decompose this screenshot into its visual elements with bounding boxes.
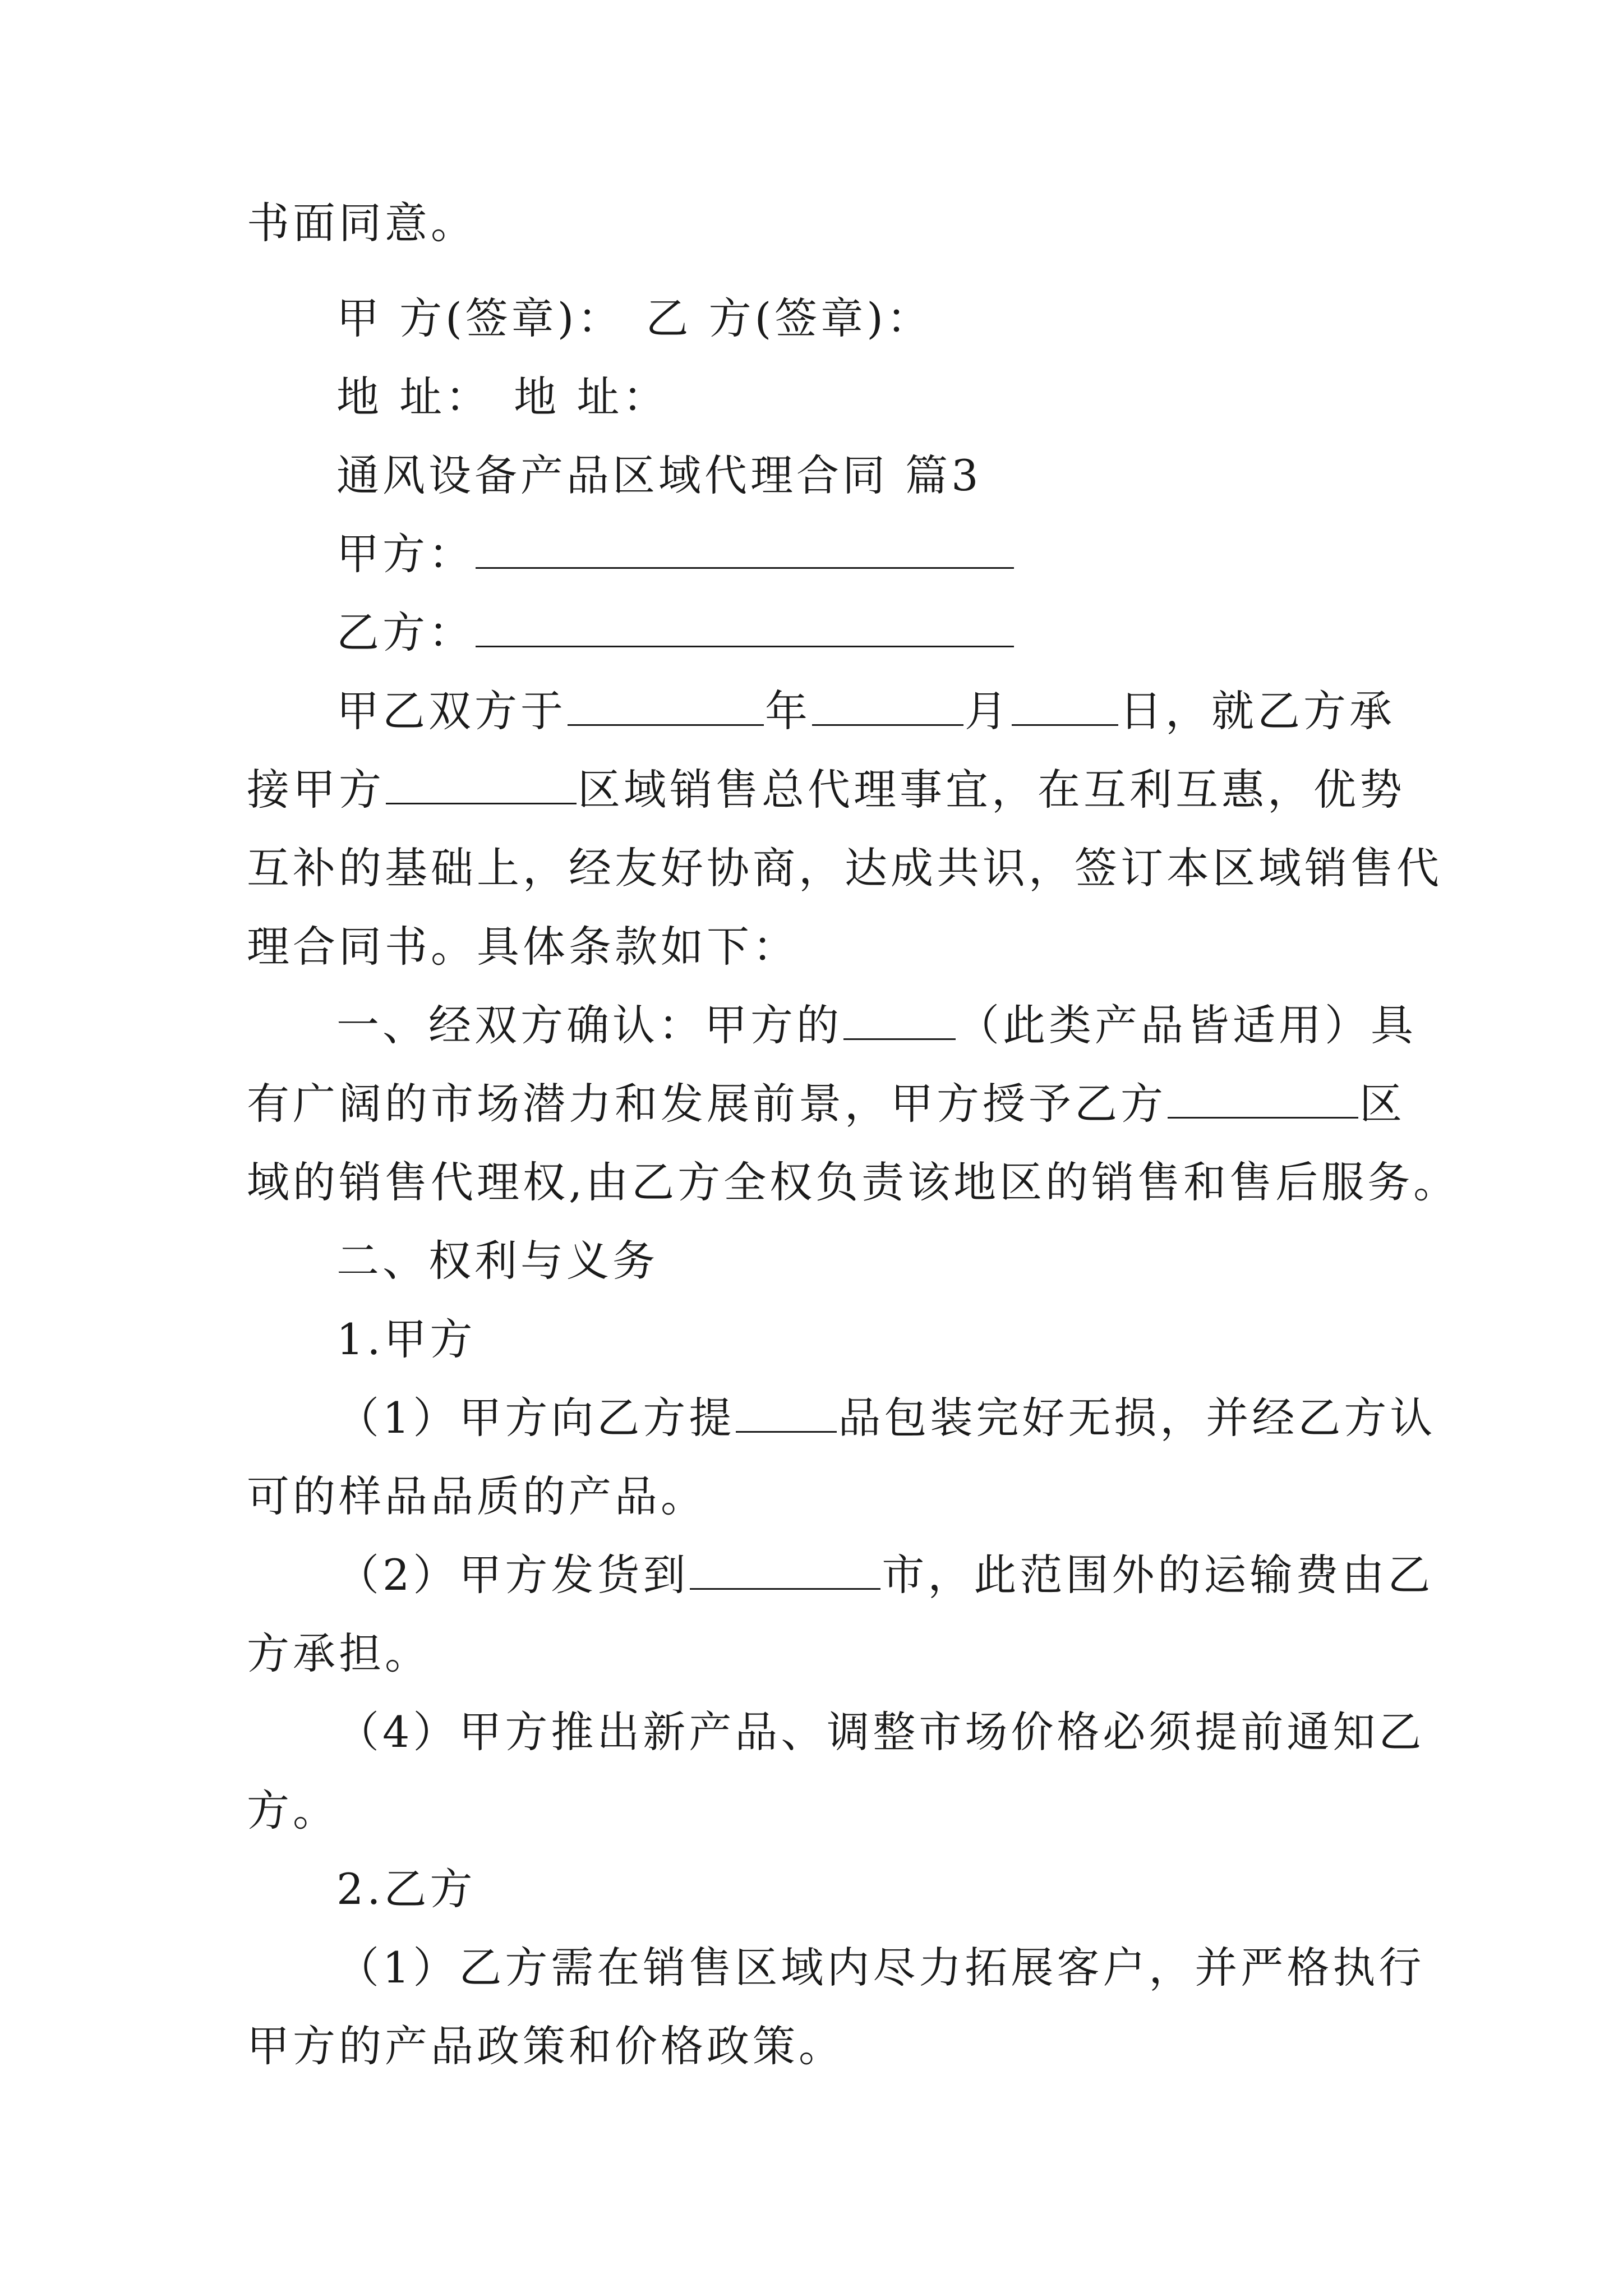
text: （1）乙方需在销售区域内尽力拓展客户，并严格执行: [336, 1943, 1425, 1993]
text: 甲乙双方于: [336, 686, 566, 736]
paragraph-line: [247, 1154, 1459, 1211]
paragraph-line: [247, 919, 799, 975]
paragraph-line: [247, 1626, 431, 1682]
region-blank[interactable]: [386, 763, 577, 804]
text: 方。: [247, 1786, 339, 1835]
paragraph-line: [336, 1390, 1436, 1446]
party-b-subheading: 2.乙方: [336, 1864, 476, 1914]
text: 品包装完好无损，并经乙方认: [838, 1393, 1436, 1443]
party-a-line: [336, 526, 1015, 582]
paragraph-line: [247, 2018, 845, 2074]
text: （2）甲方发货到: [336, 1550, 689, 1600]
text: 日，就乙方承: [1119, 686, 1395, 736]
paragraph-line: [247, 1783, 339, 1839]
text: 年: [765, 686, 811, 736]
party-a-label: 甲方：: [336, 529, 474, 579]
text: 理合同书。具体条款如下：: [247, 922, 799, 972]
text: 区: [1359, 1079, 1405, 1129]
address-line: [336, 369, 668, 425]
party-b-label: 乙方：: [336, 608, 474, 657]
text: 互补的基础上，经友好协商，达成共识，签订本区域销售代: [247, 843, 1442, 893]
text: 接甲方: [247, 765, 385, 815]
text: 区域销售总代理事宜，在互利互惠，优势: [578, 765, 1405, 815]
contract-title: 通风设备产品区域代理合同 篇3: [336, 450, 982, 500]
month-blank[interactable]: [812, 685, 963, 726]
party-b-blank[interactable]: [476, 606, 1014, 647]
paragraph-line: [247, 1469, 707, 1525]
paragraph-line: [336, 1940, 1424, 1996]
paragraph-line: [247, 840, 1442, 896]
text: （此类产品皆适用）具: [957, 1000, 1417, 1050]
text: 一、经双方确认：甲方的: [336, 1000, 842, 1050]
party-a-address-label: 地 址：: [336, 372, 492, 422]
paragraph-line: [336, 1704, 1424, 1760]
party-b-signature-label: 乙 方(签章)：: [645, 293, 933, 343]
text: 甲方的产品政策和价格政策。: [247, 2021, 845, 2071]
paragraph-line: [247, 762, 1405, 818]
signature-line-party-a-b: [336, 291, 933, 347]
paragraph-line: [247, 195, 477, 251]
rights-obligations-heading: 二、权利与义务: [336, 1236, 658, 1286]
subheading: [336, 1861, 476, 1917]
party-a-signature-label: 甲 方(签章)：: [336, 293, 624, 343]
region-blank[interactable]: [1168, 1078, 1358, 1119]
party-b-address-label: 地 址：: [514, 372, 669, 422]
section-heading: [336, 1233, 658, 1289]
text: （4）甲方推出新产品、调整市场价格必须提前通知乙: [336, 1707, 1425, 1757]
text: （1）甲方向乙方提: [336, 1393, 735, 1443]
product-blank[interactable]: [843, 999, 956, 1040]
text: 方承担。: [247, 1628, 431, 1678]
party-b-line: [336, 605, 1015, 661]
section-title: [336, 448, 982, 504]
text: 可的样品品质的产品。: [247, 1471, 707, 1521]
party-a-subheading: 1.甲方: [336, 1314, 476, 1364]
party-a-blank[interactable]: [476, 528, 1014, 569]
day-blank[interactable]: [1012, 685, 1118, 726]
text: 月: [965, 686, 1011, 736]
year-blank[interactable]: [568, 685, 764, 726]
city-blank[interactable]: [690, 1549, 880, 1590]
paragraph-line: [336, 1547, 1433, 1603]
product-blank[interactable]: [736, 1392, 837, 1433]
text: 域的销售代理权,由乙方全权负责该地区的销售和售后服务。: [247, 1157, 1460, 1207]
text: 有广阔的市场潜力和发展前景，甲方授予乙方: [247, 1079, 1166, 1129]
paragraph-line: [336, 997, 1417, 1053]
paragraph-line: [247, 1076, 1405, 1132]
text: 市，此范围外的运输费由乙: [882, 1550, 1434, 1600]
text: 书面同意。: [247, 198, 477, 248]
subheading: [336, 1312, 476, 1368]
paragraph-line: [336, 683, 1395, 739]
